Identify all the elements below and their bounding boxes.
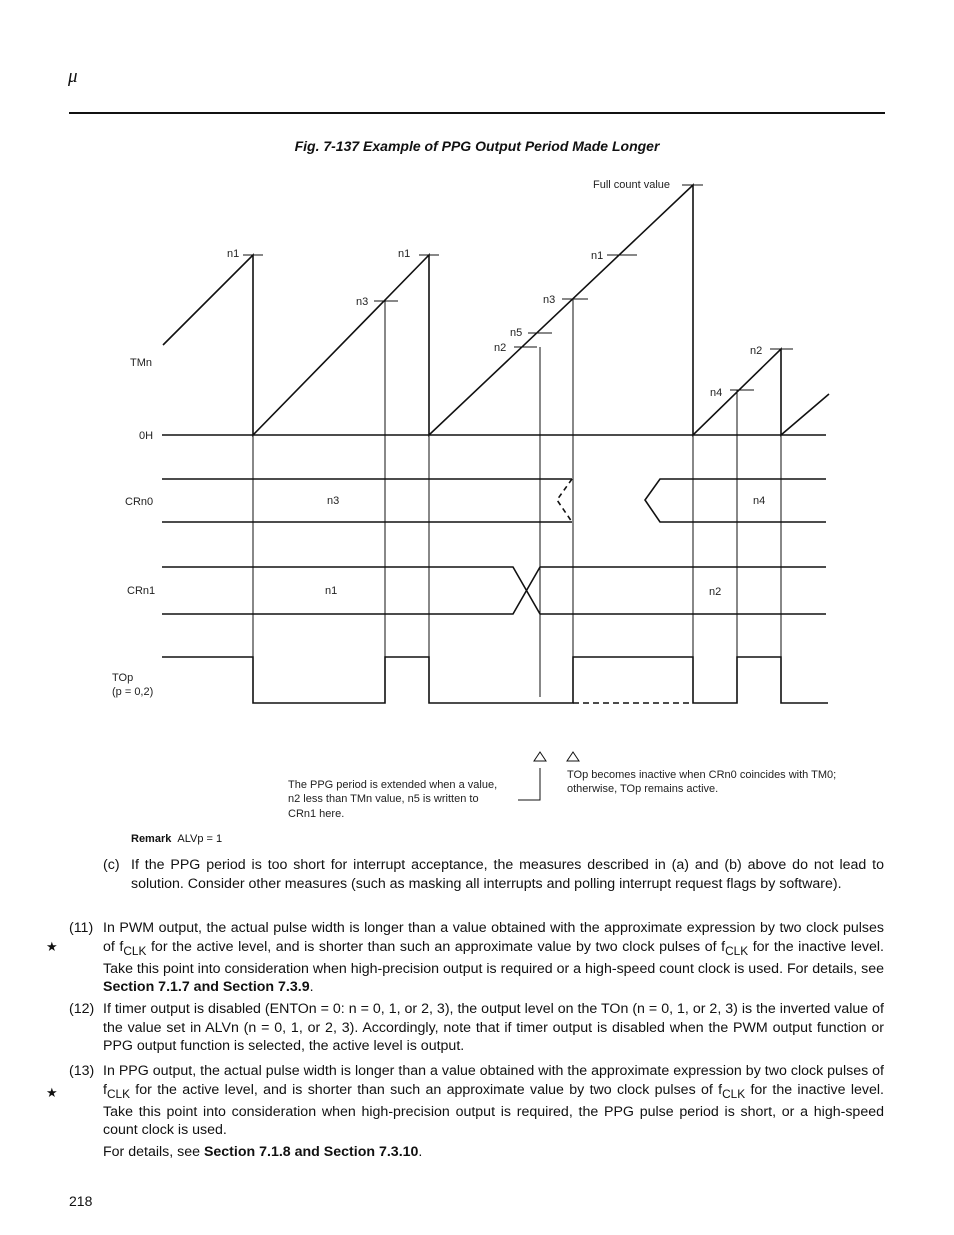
para-12: If timer output is disabled (ENTOn = 0: n = 0, 1, or 2, 3), the output level on the TOn (n = 0, 1, or 2, 3) is the inverted value of the value set in ALVn (n = 0, 1, or 2, 3). Accordingly, note that if timer output is disabled when the PWM output function or PPG output function is selected, the active level is output. xyxy=(103,1001,884,1054)
para-c: If the PPG period is too short for interrupt acceptance, the measures described in (a) and (b) above do not lead to solution. Consider other measures (such as masking all interrupts and polling interrupt request flags by software). xyxy=(131,857,884,892)
remark-text: ALVp = 1 xyxy=(177,833,223,845)
marker-triangle-2 xyxy=(567,752,579,761)
para-13: In PPG output, the actual pulse width is longer than a value obtained with the approximate expression by two clock pulses of $f_{CLK}$ for the active level, and is shorter than such an approximate value by two clock pulses of $f_{CLK}$ for the inactive level. Take this point into consideration when high-precision output is required, the PPG pulse period is short, or a high-speed count clock is used. xyxy=(103,1063,884,1139)
page-number: 218 xyxy=(69,1193,93,1209)
label-n1-b: n1 xyxy=(398,248,411,260)
figure-title: Fig. 7-137 Example of PPG Output Period Made Longer xyxy=(294,138,660,154)
label-crn1: CRn1 xyxy=(127,585,156,597)
crn0-bus-after xyxy=(645,479,826,522)
note-left-line2: n2 less than TMn value, n5 is written to xyxy=(288,793,479,805)
label-n3-b: n3 xyxy=(543,294,556,306)
para-11: In PWM output, the actual pulse width is longer than a value obtained with the approximate expression by two clock pulses of $f_{CLK}$ for the active level, and is shorter than such an approximate value by two clock pulses of $f_{CLK}$ for the inactive level. Take this point into consideration when high-precision output is required or a high-speed count clock is used. For details, see Section 7.1.7 and Section 7.3.9. xyxy=(103,920,884,996)
label-full-count: Full count value xyxy=(593,179,671,191)
label-n4-a: n4 xyxy=(710,387,723,399)
crn0-value-n4: n4 xyxy=(753,495,766,507)
label-n5: n5 xyxy=(510,327,523,339)
label-n2-a: n2 xyxy=(494,342,507,354)
crn1-value-n2: n2 xyxy=(709,586,722,598)
crn1-bus xyxy=(162,567,826,614)
crn0-value-n3: n3 xyxy=(327,495,340,507)
crn0-dashed-transition xyxy=(557,479,572,522)
label-n1-a: n1 xyxy=(227,248,240,260)
tmn-waveform xyxy=(163,185,829,435)
note-left-line3: CRn1 here. xyxy=(288,808,345,820)
remark xyxy=(131,833,222,845)
label-crn0: CRn0 xyxy=(125,496,154,508)
note-right-line1: TOp becomes inactive when CRn0 coincides with TM0; xyxy=(567,769,837,781)
para-12-number: (12) xyxy=(69,1001,95,1017)
note-bracket xyxy=(518,768,540,800)
header-symbol: μ xyxy=(68,66,78,87)
label-top-sub: (p = 0,2) xyxy=(112,686,154,698)
note-left-line1: The PPG period is extended when a value, xyxy=(288,779,498,791)
marker-triangle-1 xyxy=(534,752,546,761)
crn1-value-n1: n1 xyxy=(325,585,338,597)
para-13-details: For details, see Section 7.1.8 and Section 7.3.10. xyxy=(103,1144,423,1160)
label-n2-b: n2 xyxy=(750,345,763,357)
para-11-number: (11) xyxy=(69,920,94,936)
label-n3-a: n3 xyxy=(356,296,369,308)
label-tmn: TMn xyxy=(130,357,152,369)
para-13-number: (13) xyxy=(69,1063,95,1079)
label-top: TOp xyxy=(112,672,134,684)
para-c-number: (c) xyxy=(103,857,120,873)
crn1-bus-2 xyxy=(162,567,826,614)
label-n1-c: n1 xyxy=(591,250,604,262)
star-icon: ★ xyxy=(46,1085,58,1100)
remark-label: Remark xyxy=(131,833,172,845)
star-icon: ★ xyxy=(46,939,58,954)
label-zero: 0H xyxy=(139,430,154,442)
note-right-line2: otherwise, TOp remains active. xyxy=(567,783,719,795)
top-waveform xyxy=(162,657,828,703)
